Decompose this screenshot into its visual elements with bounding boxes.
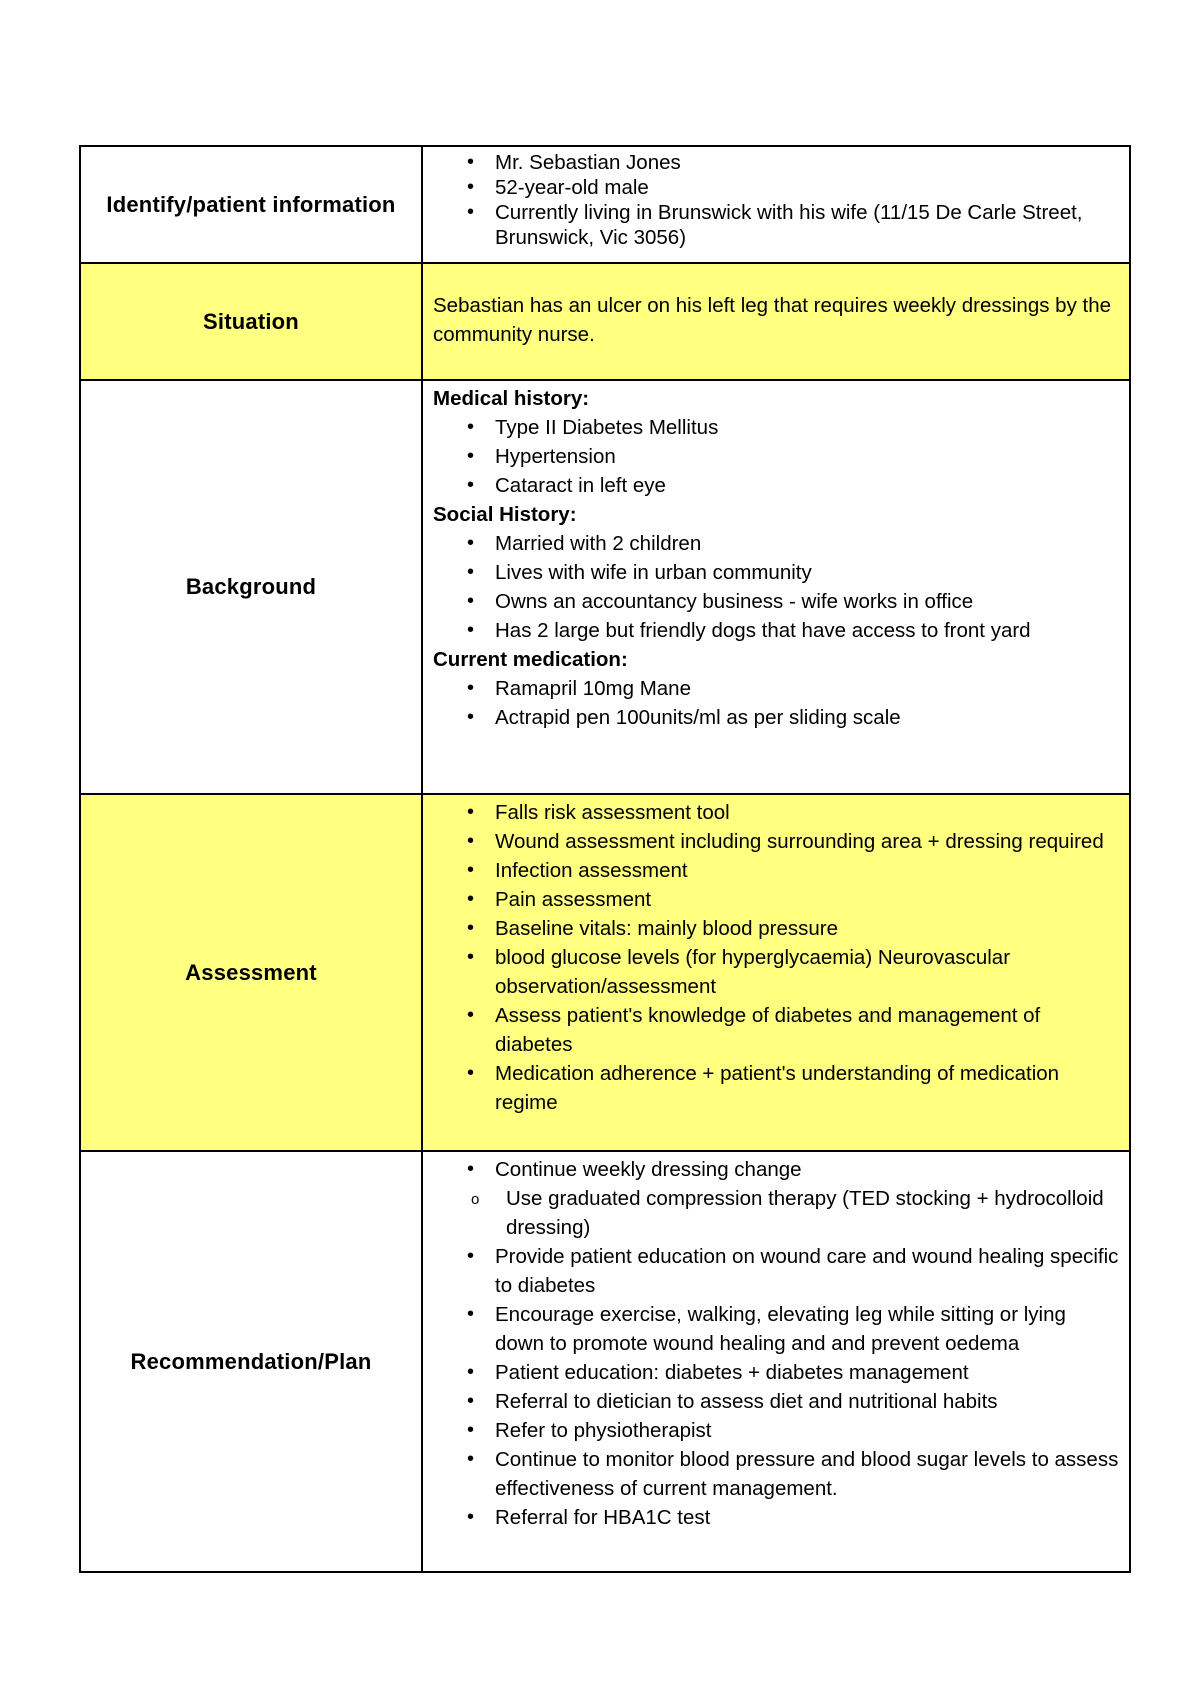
situation-label: Situation: [80, 263, 422, 380]
list-item: [433, 1155, 1119, 1242]
current-medication-list: [433, 674, 1119, 732]
list-item: • Cataract in left eye: [433, 471, 1119, 500]
background-content: [422, 380, 1130, 794]
row-situation: [80, 263, 1130, 380]
list-item: • Owns an accountancy business - wife works in office: [433, 587, 1119, 616]
list-item: • Married with 2 children: [433, 529, 1119, 558]
list-item: • Mr. Sebastian Jones: [433, 150, 1119, 175]
assessment-list: [433, 798, 1119, 1117]
list-item: • Actrapid pen 100units/ml as per sliding scale: [433, 703, 1119, 732]
list-item: • Refer to physiotherapist: [433, 1416, 1119, 1445]
list-item: • Wound assessment including surrounding area + dressing required: [433, 827, 1119, 856]
list-item: • Referral for HBA1C test: [433, 1503, 1119, 1532]
assessment-label: Assessment: [80, 794, 422, 1151]
list-item: • Has 2 large but friendly dogs that have access to front yard: [433, 616, 1119, 645]
social-history-heading: Social History:: [433, 503, 577, 526]
list-item: • Assess patient's knowledge of diabetes and management of diabetes: [433, 1001, 1119, 1059]
list-item: • Referral to dietician to assess diet and nutritional habits: [433, 1387, 1119, 1416]
situation-text: Sebastian has an ulcer on his left leg that requires weekly dressings by the community nurse.: [433, 293, 1112, 346]
list-item: o Use graduated compression therapy (TED stocking + hydrocolloid dressing): [433, 1184, 1119, 1242]
list-item: • Falls risk assessment tool: [433, 798, 1119, 827]
list-item: • Provide patient education on wound care and wound healing specific to diabetes: [433, 1242, 1119, 1300]
row-background: [80, 380, 1130, 794]
plan-label: Recommendation/Plan: [80, 1151, 422, 1572]
background-label: Background: [80, 380, 422, 794]
plan-item-text: Continue weekly dressing change: [495, 1158, 802, 1181]
list-item: • Baseline vitals: mainly blood pressure: [433, 914, 1119, 943]
situation-content: [422, 263, 1130, 380]
list-item: • Continue to monitor blood pressure and blood sugar levels to assess effectiveness of current management.: [433, 1445, 1119, 1503]
list-item: • Encourage exercise, walking, elevating leg while sitting or lying down to promote wound healing and and prevent oedema: [433, 1300, 1119, 1358]
identify-list: [433, 150, 1119, 250]
row-plan: [80, 1151, 1130, 1572]
medical-history-heading: Medical history:: [433, 387, 590, 410]
identify-label: Identify/patient information: [80, 146, 422, 263]
plan-list: [433, 1155, 1119, 1532]
assessment-content: [422, 794, 1130, 1151]
medical-history-list: [433, 413, 1119, 500]
list-item: • Patient education: diabetes + diabetes management: [433, 1358, 1119, 1387]
list-item: • Pain assessment: [433, 885, 1119, 914]
list-item: • 52-year-old male: [433, 175, 1119, 200]
list-item: • Hypertension: [433, 442, 1119, 471]
identify-content: [422, 146, 1130, 263]
isbar-table: [79, 145, 1131, 1573]
list-item: • Currently living in Brunswick with his wife (11/15 De Carle Street, Brunswick, Vic 3056): [433, 200, 1119, 250]
plan-sublist: [433, 1184, 1119, 1242]
social-history-list: [433, 529, 1119, 645]
list-item: • blood glucose levels (for hyperglycaemia) Neurovascular observation/assessment: [433, 943, 1119, 1001]
row-identify: [80, 146, 1130, 263]
list-item: • Medication adherence + patient's understanding of medication regime: [433, 1059, 1119, 1117]
list-item: • Type II Diabetes Mellitus: [433, 413, 1119, 442]
row-assessment: [80, 794, 1130, 1151]
list-item: • Ramapril 10mg Mane: [433, 674, 1119, 703]
list-item: • Lives with wife in urban community: [433, 558, 1119, 587]
plan-content: [422, 1151, 1130, 1572]
list-item: • Infection assessment: [433, 856, 1119, 885]
current-medication-heading: Current medication:: [433, 648, 628, 671]
